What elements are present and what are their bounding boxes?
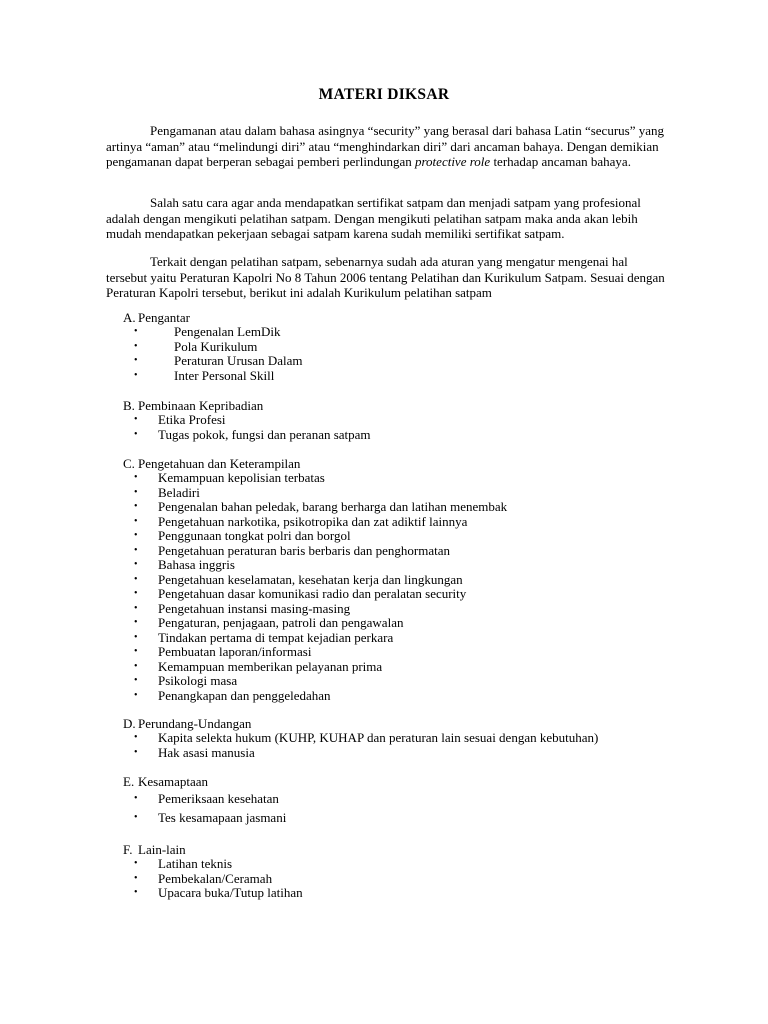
list-item-text: Beladiri [158,484,200,500]
bullet-icon: • [134,617,138,628]
bullet-icon: • [134,355,138,366]
list-item-text: Tindakan pertama di tempat kejadian perkara [158,629,394,645]
section-item-list [123,471,683,703]
list-item [123,587,683,602]
section-heading [123,456,683,471]
list-item [123,645,683,660]
list-item-text: Pemeriksaan kesehatan [158,791,279,806]
section-item-list [123,857,683,901]
list-item-text: Penggunaan tongkat polri dan borgol [158,528,351,543]
bullet-icon: • [134,428,138,440]
bullet-icon: • [134,793,138,804]
list-item-text: Tugas pokok, fungsi dan peranan satpam [158,426,371,442]
section-letter: F. [123,842,133,857]
section-letter: C. [123,456,135,471]
list-item [123,689,683,704]
section-item-list [123,789,683,827]
list-item [123,340,683,355]
list-item [123,354,683,369]
list-item-text: Pengetahuan instansi masing-masing [158,600,351,616]
section-heading-text: Kesamaptaan [138,774,209,789]
section-heading-text: Pengantar [138,310,190,325]
list-item [123,660,683,675]
list-item-text: Pola Kurikulum [174,338,258,354]
list-item-text: Kemampuan memberikan pelayanan prima [158,658,383,674]
list-item-text: Kemampuan kepolisian terbatas [158,470,325,485]
section-heading [123,842,683,857]
list-item [123,529,683,544]
section-b-pembinaan-kepribadian [123,398,683,442]
bullet-icon: • [134,631,138,643]
bullet-icon: • [134,588,138,599]
list-item [123,616,683,631]
list-item-text: Pengetahuan peraturan baris berbaris dan penghormatan [158,542,451,558]
bullet-icon: • [134,486,138,498]
bullet-icon: • [134,414,138,425]
section-heading [123,716,683,731]
intro-text: Pengamanan atau dalam bahasa asingnya “security” yang berasal dari bahasa Latin “securus” yang artinya “aman” atau “melindungi diri” atau “menghindarkan diri” dari ancaman bahaya. Dengan demikian pengamanan dapat berperan sebagai pemberi perlindungan [106,123,665,169]
regulation-paragraph [106,254,666,301]
list-item [123,674,683,689]
list-item [123,471,683,486]
list-item [123,789,683,808]
bullet-icon: • [134,340,138,352]
list-item-text: Peraturan Urusan Dalam [174,353,303,368]
list-item-text: Upacara buka/Tutup latihan [158,885,303,900]
section-letter: D. [123,716,136,731]
list-item-text: Kapita selekta hukum (KUHP, KUHAP dan peraturan lain sesuai dengan kebutuhan) [158,730,599,745]
list-item [123,857,683,872]
list-item-text: Pengenalan bahan peledak, barang berharga dan latihan menembak [158,499,508,514]
list-item [123,573,683,588]
list-item [123,731,683,746]
list-item-text: Pengetahuan keselamatan, kesehatan kerja dan lingkungan [158,571,463,587]
list-item [123,602,683,617]
bullet-icon: • [134,872,138,884]
bullet-icon: • [134,689,138,701]
section-a-pengantar [123,310,683,383]
section-c-pengetahuan-keterampilan [123,456,683,703]
section-item-list [123,325,683,383]
section-letter: E. [123,774,135,789]
list-item-text: Pembuatan laporan/informasi [158,644,312,659]
list-item-text: Pengetahuan dasar komunikasi radio dan peralatan security [158,586,467,601]
list-item-text: Penangkapan dan penggeledahan [158,687,331,703]
bullet-icon: • [134,732,138,743]
intro-paragraph [106,123,666,170]
bullet-icon: • [134,472,138,483]
section-heading-text: Perundang-Undangan [138,716,252,731]
intro-italic-text: protective role [414,154,491,169]
bullet-icon: • [134,326,138,337]
list-item [123,808,683,827]
list-item-text: Psikologi masa [158,673,238,688]
regulation-text: Terkait dengan pelatihan satpam, sebenarnya sudah ada aturan yang mengatur mengenai hal tersebut yaitu Peraturan Kapolri No 8 Tahun 2006 tentang Pelatihan dan Kurikulum Satpam. Sesuai dengan Peraturan Kapolri tersebut, berikut ini adalah Kurikulum pelatihan satpam [106,254,665,300]
section-letter: B. [123,398,135,413]
list-item [123,515,683,530]
bullet-icon: • [134,646,138,657]
bullet-icon: • [134,544,138,556]
section-heading-text: Lain-lain [138,842,186,857]
certification-text: Salah satu cara agar anda mendapatkan sertifikat satpam dan menjadi satpam yang profesional adalah dengan mengikuti pelatihan satpam. Dengan mengikuti pelatihan satpam maka anda akan lebih mudah mendapatkan pekerjaan sebagai satpam karena sudah memiliki sertifikat satpam. [106,195,641,241]
section-letter: A. [123,310,136,325]
bullet-icon: • [134,530,138,541]
bullet-icon: • [134,369,138,381]
list-item-text: Pengenalan LemDik [174,324,281,339]
bullet-icon: • [134,559,138,570]
section-heading [123,310,683,325]
bullet-icon: • [134,812,138,823]
list-item [123,558,683,573]
section-heading [123,774,683,789]
bullet-icon: • [134,573,138,585]
section-d-perundang-undangan [123,716,683,760]
list-item [123,631,683,646]
bullet-icon: • [134,501,138,512]
bullet-icon: • [134,515,138,527]
document-title: MATERI DIKSAR [318,86,450,103]
section-heading [123,398,683,413]
list-item [123,325,683,340]
list-item-text: Pembekalan/Ceramah [158,870,273,886]
list-item [123,369,683,384]
section-heading-text: Pengetahuan dan Keterampilan [138,456,301,471]
list-item-text: Latihan teknis [158,856,233,871]
bullet-icon: • [134,858,138,869]
list-item-text: Pengaturan, penjagaan, patroli dan pengawalan [158,615,404,630]
list-item [123,486,683,501]
section-item-list [123,731,683,760]
section-e-kesamaptaan [123,774,683,827]
section-item-list [123,413,683,442]
bullet-icon: • [134,746,138,758]
bullet-icon: • [134,675,138,686]
list-item-text: Etika Profesi [158,412,226,427]
list-item [123,428,683,443]
bullet-icon: • [134,887,138,898]
list-item [123,500,683,515]
list-item [123,886,683,901]
list-item [123,872,683,887]
list-item-text: Tes kesamapaan jasmani [158,810,287,825]
section-f-lain-lain [123,842,683,901]
list-item-text: Bahasa inggris [158,557,235,572]
bullet-icon: • [134,602,138,614]
list-item-text: Hak asasi manusia [158,744,255,760]
bullet-icon: • [134,660,138,672]
list-item [123,544,683,559]
certification-paragraph [106,195,666,242]
list-item [123,746,683,761]
list-item [123,413,683,428]
section-heading-text: Pembinaan Kepribadian [138,398,264,413]
list-item-text: Inter Personal Skill [174,367,275,383]
list-item-text: Pengetahuan narkotika, psikotropika dan zat adiktif lainnya [158,513,468,529]
intro-text-end: terhadap ancaman bahaya. [490,154,631,169]
